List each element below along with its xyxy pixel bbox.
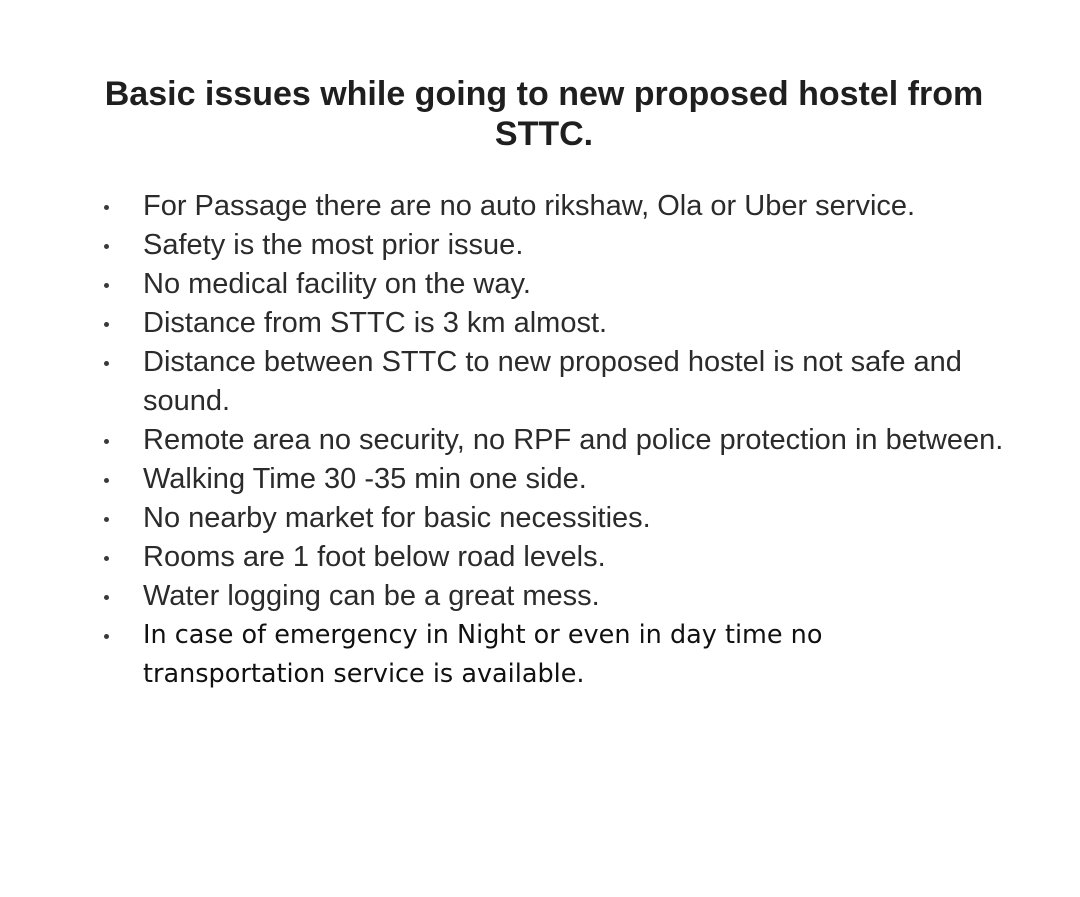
list-item — [0, 499, 1080, 538]
bullet-icon — [104, 595, 109, 600]
list-item-text: Remote area no security, no RPF and police protection in between. — [143, 424, 1004, 456]
list-item-text: Water logging can be a great mess. — [143, 580, 600, 612]
list-item-text: In case of emergency in Night or even in day time no transportation service is available. — [143, 620, 823, 689]
bullet-icon — [104, 283, 109, 288]
list-item — [0, 226, 1080, 265]
list-item — [0, 187, 1080, 226]
bullet-icon — [104, 439, 109, 444]
list-item-text: Distance from STTC is 3 km almost. — [143, 307, 608, 339]
bullet-icon — [104, 634, 109, 639]
issues-list — [0, 187, 1080, 694]
list-item-text: Rooms are 1 foot below road levels. — [143, 541, 606, 573]
list-item — [0, 616, 1080, 694]
list-item — [0, 538, 1080, 577]
list-item-text: No medical facility on the way. — [143, 268, 531, 300]
slide-title: Basic issues while going to new proposed hostel from STTC. — [104, 75, 984, 153]
list-item — [0, 421, 1080, 460]
list-item-text: Safety is the most prior issue. — [143, 229, 524, 261]
list-item — [0, 460, 1080, 499]
bullet-icon — [104, 556, 109, 561]
list-item-text: No nearby market for basic necessities. — [143, 502, 651, 534]
list-item — [0, 304, 1080, 343]
list-item-text: Distance between STTC to new proposed hostel is not safe and sound. — [143, 346, 962, 417]
list-item-text: For Passage there are no auto rikshaw, Ola or Uber service. — [143, 190, 916, 222]
bullet-icon — [104, 517, 109, 522]
bullet-icon — [104, 322, 109, 327]
bullet-icon — [104, 244, 109, 249]
bullet-icon — [104, 478, 109, 483]
list-item — [0, 577, 1080, 616]
list-item — [0, 343, 1080, 421]
list-item — [0, 265, 1080, 304]
bullet-icon — [104, 205, 109, 210]
list-item-text: Walking Time 30 -35 min one side. — [143, 463, 587, 495]
bullet-icon — [104, 361, 109, 366]
